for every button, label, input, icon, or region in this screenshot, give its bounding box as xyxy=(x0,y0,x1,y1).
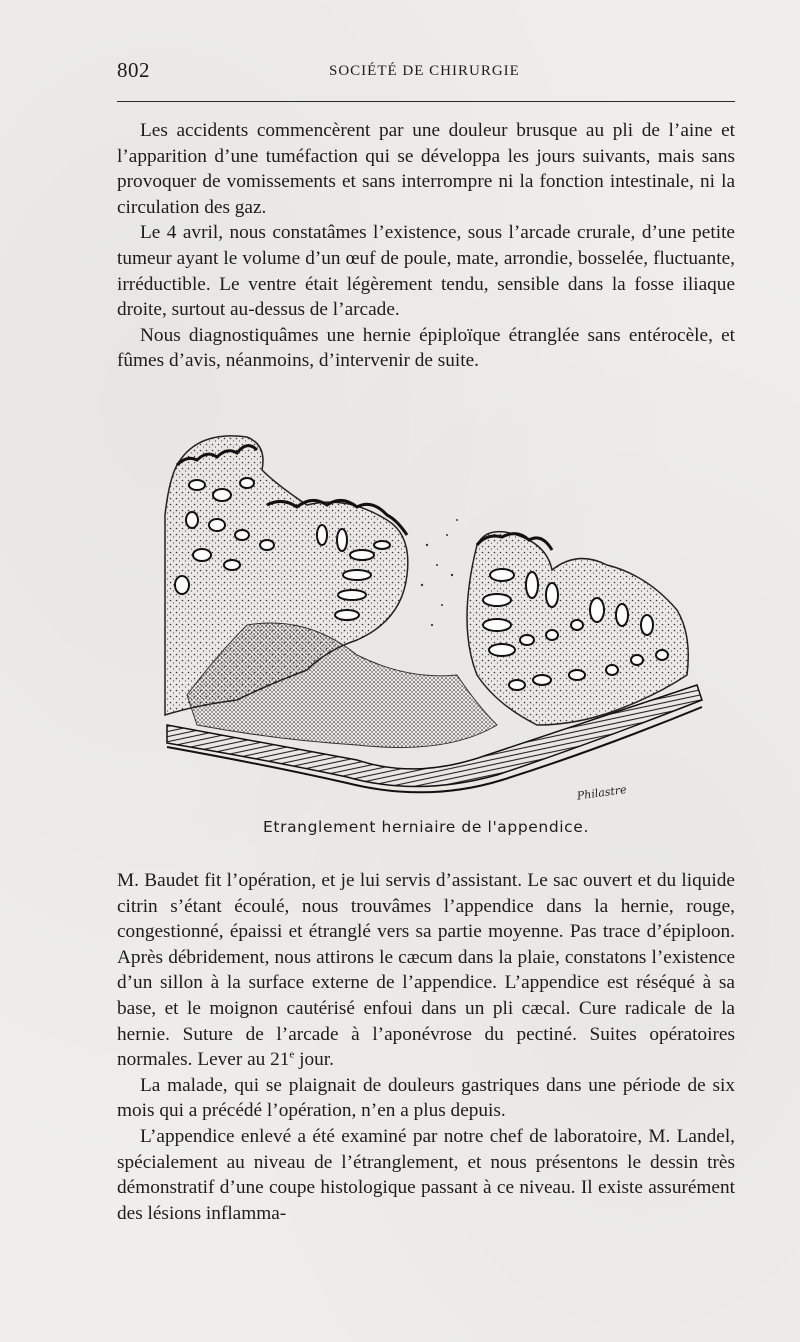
page-number: 802 xyxy=(117,58,150,82)
paragraph-operation xyxy=(117,868,735,1073)
paragraph-4-avril: Le 4 avril, nous constatâmes l’existence, sous l’arcade crurale, d’une petite tumeur ayant le volume d’un œuf de poule, mate, arrondie, bosselée, fluctuante, irréductible. Le ventre était légèrement tendu, sensible dans la fosse iliaque droite, surtout au-dessus de l’arcade. xyxy=(117,222,735,321)
page-header xyxy=(117,58,735,88)
paragraph-operation-end: jour. xyxy=(294,1049,334,1071)
paragraph-operation-text: M. Baudet fit l’opération, et je lui servis d’assistant. Le sac ouvert et du liquide citrin s’étant écoulé, nous trouvâmes l’appendice dans la hernie, rouge, congestionné, épaissi et étranglé vers sa partie moyenne. Pas trace d’épiploon. Après débridement, nous attirons le cæcum dans la plaie, constatons l’existence d’un sillon à la surface externe de l’appendice. L’appendice est réséqué à sa base, et le moignon cautérisé enfoui dans un pli cæcal. Cure radicale de la hernie. Suture de l’arcade à l’aponévrose du pectiné. Suites opératoires normales. Lever au 21 xyxy=(117,870,735,1071)
running-head: SOCIÉTÉ DE CHIRURGIE xyxy=(329,63,520,79)
histology-illustration xyxy=(157,425,717,815)
figure-caption: Etranglement herniaire de l'appendice. xyxy=(263,818,589,836)
paragraph-laboratoire: L’appendice enlevé a été examiné par notre chef de laboratoire, M. Landel, spécialement au niveau de l’étranglement, et nous présentons le dessin très démonstratif d’une coupe histologique passant à ce niveau. Il existe assurément des lésions inflamma- xyxy=(117,1125,735,1224)
header-rule xyxy=(117,101,735,102)
paragraph-diagnostic: Nous diagnostiquâmes une hernie épiploïque étranglée sans entérocèle, et fûmes d’avis, néanmoins, d’intervenir de suite. xyxy=(117,324,735,372)
ordinal-superscript: e xyxy=(289,1048,295,1061)
figure-signature: Philastre xyxy=(576,782,628,803)
body-text-top xyxy=(117,118,735,374)
paragraph-accidents: Les accidents commencèrent par une douleur brusque au pli de l’aine et l’apparition d’une tuméfaction qui se développa les jours suivants, mais sans provoquer de vomissements et sans interrompre ni la fonction intestinale, ni la circulation des gaz. xyxy=(117,120,735,218)
paragraph-malade: La malade, qui se plaignait de douleurs gastriques dans une période de six mois qui a précédé l’opération, n’en a plus depuis. xyxy=(117,1074,735,1122)
body-text-bottom xyxy=(117,868,735,1226)
